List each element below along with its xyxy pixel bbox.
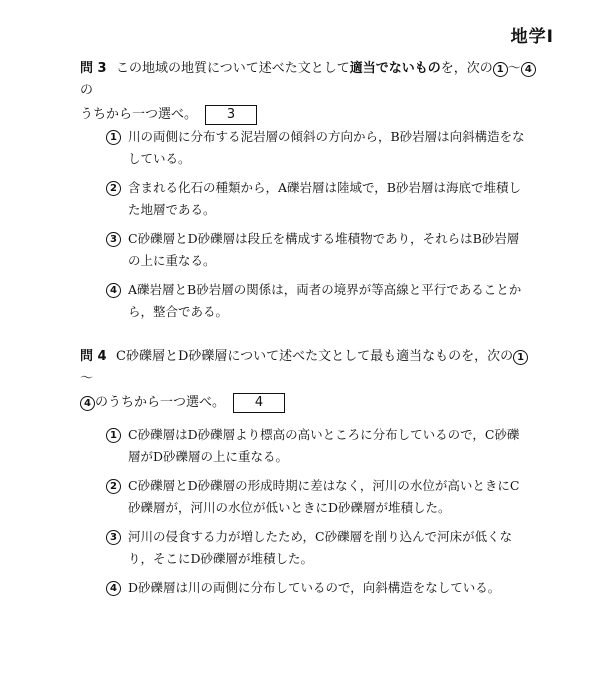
range-tilde: ～ — [507, 61, 521, 76]
range-start-number: 1 — [513, 350, 528, 365]
option-number: 1 — [106, 428, 121, 443]
question-4-instruction: のうちから一つ選べ。 — [95, 395, 226, 410]
option-number: 2 — [106, 181, 121, 196]
option-item — [106, 177, 526, 221]
answer-box-3: 3 — [205, 105, 257, 125]
option-item — [106, 126, 526, 170]
range-start-number: 1 — [493, 62, 508, 77]
option-text: 川の両側に分布する泥岩層の傾斜の方向から，B砂岩層は向斜構造をなしている。 — [128, 129, 525, 166]
question-3-emphasis: 適当でないもの — [349, 61, 441, 76]
range-tilde: ～ — [80, 371, 94, 386]
option-number: 3 — [106, 530, 121, 545]
range-end-number: 4 — [80, 396, 95, 411]
question-3-instruction: うちから一つ選べ。 — [80, 107, 198, 122]
option-item — [106, 577, 526, 599]
option-text: A礫岩層とB砂岩層の関係は，両者の境界が等高線と平行であることから，整合である。 — [128, 282, 522, 319]
question-3-text-end: の — [80, 83, 94, 98]
question-4-options — [106, 424, 526, 606]
question-4-number: 問 4 — [80, 349, 107, 364]
question-3-text-cont: を，次の — [440, 61, 493, 76]
option-text: 含まれる化石の種類から，A礫岩層は陸域で，B砂岩層は海底で堆積した地層である。 — [128, 180, 521, 217]
question-4 — [80, 346, 540, 414]
question-4-line-2 — [80, 392, 540, 414]
option-text: C砂礫層はD砂礫層より標高の高いところに分布しているので，C砂礫層がD砂礫層の上に重なる。 — [128, 427, 520, 464]
option-item — [106, 475, 526, 519]
question-4-text: C砂礫層とD砂礫層について述べた文として最も適当なものを，次の — [116, 349, 514, 364]
option-item — [106, 424, 526, 468]
option-text: C砂礫層とD砂礫層は段丘を構成する堆積物であり，それらはB砂岩層の上に重なる。 — [128, 231, 520, 268]
range-end-number: 4 — [521, 62, 536, 77]
option-number: 1 — [106, 130, 121, 145]
subject-heading: 地学Ⅰ — [510, 27, 554, 47]
question-3-line-2 — [80, 104, 540, 126]
answer-box-4: 4 — [233, 393, 285, 413]
question-4-line-1 — [80, 346, 540, 390]
option-item — [106, 526, 526, 570]
option-item — [106, 279, 526, 323]
option-text: D砂礫層は川の両側に分布しているので，向斜構造をなしている。 — [128, 580, 501, 595]
option-text: 河川の侵食する力が増したため，C砂礫層を削り込んで河床が低くなり，そこにD砂礫層が堆積した。 — [128, 529, 513, 566]
option-text: C砂礫層とD砂礫層の形成時期に差はなく，河川の水位が高いときにC砂礫層が，河川の水位が低いときにD砂礫層が堆積した。 — [128, 478, 520, 515]
question-3-options — [106, 126, 526, 330]
option-item — [106, 228, 526, 272]
question-3-text: この地域の地質について述べた文として — [116, 61, 350, 76]
option-number: 4 — [106, 283, 121, 298]
option-number: 3 — [106, 232, 121, 247]
question-3-number: 問 3 — [80, 61, 107, 76]
option-number: 2 — [106, 479, 121, 494]
question-3 — [80, 58, 540, 126]
option-number: 4 — [106, 581, 121, 596]
question-3-line-1 — [80, 58, 540, 102]
